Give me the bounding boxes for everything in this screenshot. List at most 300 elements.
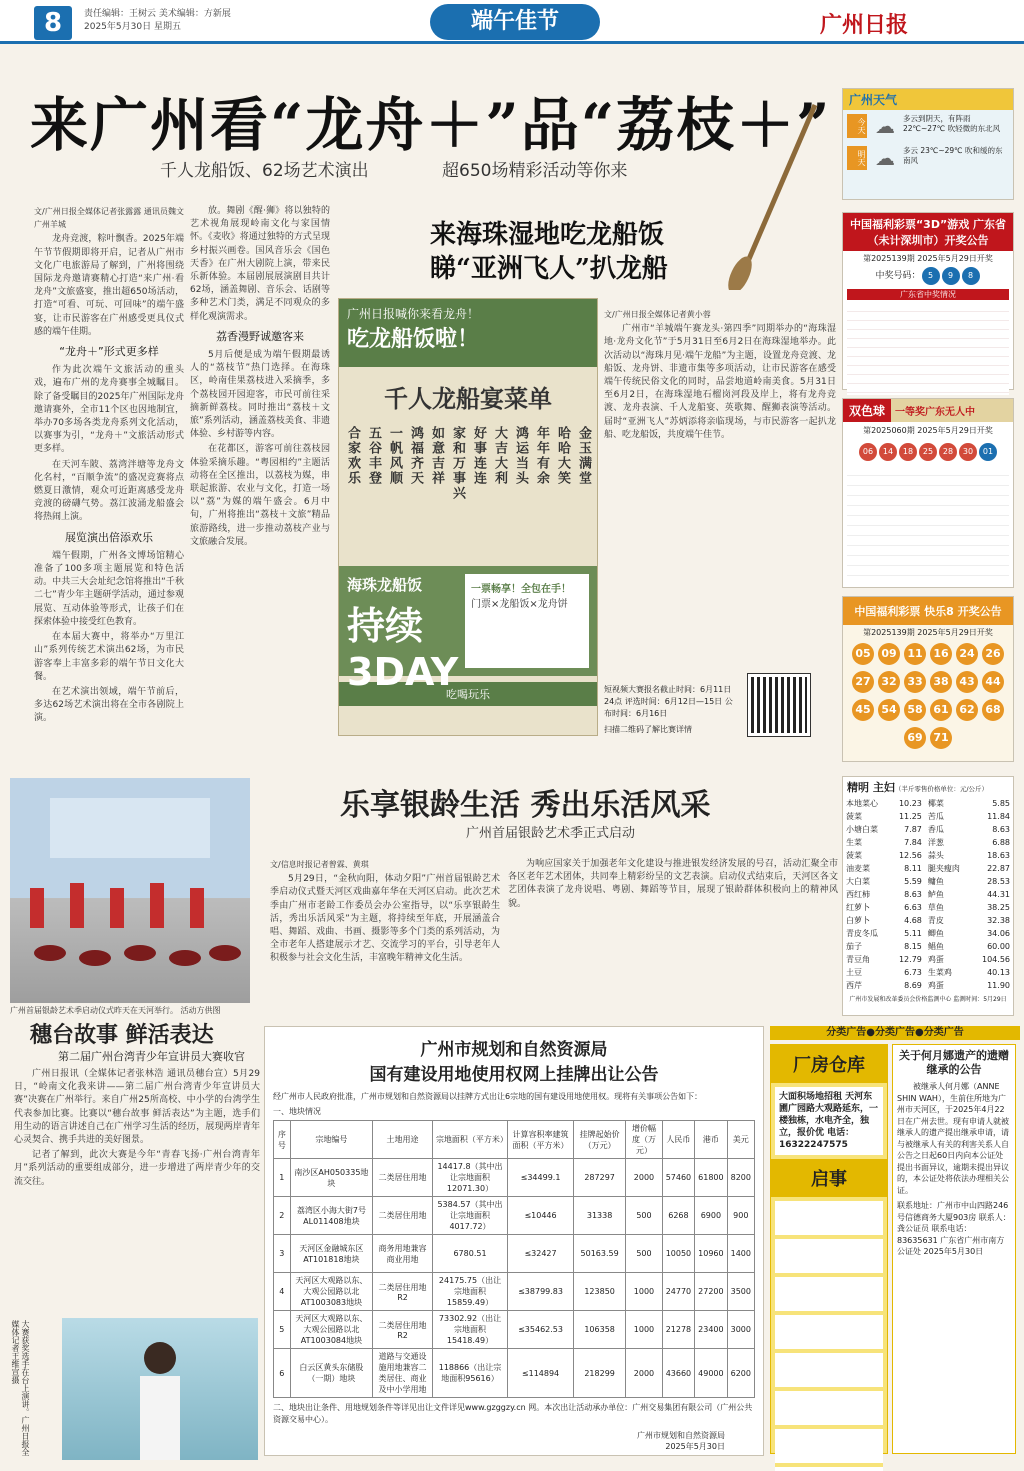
estate-notice-body: 被继承人何月娜（ANNE SHIN WAH），生前住所地为广州市天河区，于2025年4月22日在广州去世。现有申请人就被继承人的遗产提出继承申请，请与被继承人有关的利害关系人自公告之日起60日内向本公证处提出书面异议，逾期未提出异议的，本公证处将依法办理相关公证。 — [897, 1082, 1009, 1195]
kl8-ball: 33 — [904, 671, 926, 693]
menu-dishes — [339, 426, 597, 546]
kl8-ball: 58 — [904, 699, 926, 721]
price-row — [843, 875, 1013, 888]
price-row — [843, 966, 1013, 979]
ticket-left — [347, 574, 459, 694]
price-table — [843, 797, 1013, 992]
performers-graphic — [10, 778, 250, 1003]
ticket-days: 持续3DAY — [347, 604, 459, 694]
drum-performance-photo — [10, 778, 250, 1003]
lead-paragraph: 5月后便是成为端午假期最诱人的“荔枝节”热门选择。在海珠区，岭南佳果荔枝进入采摘季，多个荔枝园开园迎客，市民可前往采摘新鲜荔枝。同时推出“荔枝＋文旅”系列活动，涵盖荔枝美食、非遗体验、乡村游等内容。 — [190, 350, 330, 440]
price-row — [843, 901, 1013, 914]
ssq-red-ball: 06 — [859, 443, 877, 461]
classifieds-banner: 分类广告●分类广告●分类广告 — [770, 1026, 1020, 1040]
lottery-3d-ball: 8 — [962, 267, 980, 285]
notice-intro: 经广州市人民政府批准，广州市规划和自然资源局以挂牌方式出让6宗地的国有建设用地使用权。现将有关事项公告如下： — [273, 1092, 703, 1101]
price-value: 40.13 — [987, 968, 1010, 977]
price-item: 草鱼 — [927, 903, 944, 912]
price-row — [843, 810, 1013, 823]
price-value: 6.63 — [904, 903, 922, 912]
price-item: 小塘白菜 — [846, 825, 878, 834]
price-value: 7.84 — [904, 838, 922, 847]
table-cell: 21278 — [662, 1311, 694, 1349]
price-footer: 广州市发展和改革委员会价格监测中心 监测时间：5月29日 — [849, 996, 1007, 1003]
ssq-header — [843, 399, 1013, 422]
price-value: 38.25 — [987, 903, 1010, 912]
ssq-issue: 第2025060期 2025年5月29日开奖 — [863, 426, 993, 435]
lead-paragraph: 放。舞剧《醒·狮》将以独特的艺术视角展现岭南文化与家国情怀。《麦收》将通过独特的方式呈现乡村振兴画卷。国风音乐会《国色天香》在广州大剧院上演，带来民乐新体验。本届剧展展演剧目共计62场，涵盖舞剧、音乐会、话剧等多种艺术门类，满足不同观众的多样化观演需求。 — [190, 206, 330, 322]
price-item: 菠菜 — [846, 851, 862, 860]
table-cell: 5384.57（其中出让宗地面积4017.72） — [432, 1197, 507, 1235]
oar-illustration — [720, 100, 830, 290]
price-item: 鸡蛋 — [927, 955, 944, 964]
poster-ticket — [339, 566, 597, 694]
table-header-cell: 宗地面积（平方米） — [432, 1121, 507, 1159]
menu-dish: 一帆风顺 — [387, 426, 402, 486]
price-item: 鲈鱼 — [927, 890, 944, 899]
price-item: 鳙鱼 — [927, 877, 944, 886]
lottery-3d-issue: 第2025139期 2025年5月29日开奖 — [863, 254, 993, 263]
poster-footer: 吃喝玩乐 — [339, 682, 597, 706]
today-label: 今天 — [847, 114, 867, 138]
kl8-ball: 68 — [982, 699, 1004, 721]
weather-today — [843, 110, 1013, 142]
price-box — [842, 776, 1014, 1016]
table-cell: 二类居住用地R2 — [373, 1273, 433, 1311]
table-cell: 2 — [274, 1197, 291, 1235]
notice-footer: 二、地块出让条件、用地规划条件等详见出让文件详见www.gzggzy.cn 网。本次出让活动承办单位：广州交易集团有限公司（广州公共资源交易中心）。 — [273, 1403, 753, 1424]
price-title: 精明 主妇 — [847, 781, 895, 794]
haizhu-byline: 文/广州日报全媒体记者黄小蓉 — [604, 310, 711, 319]
table-row — [274, 1197, 755, 1235]
lottery-3d-ball: 9 — [942, 267, 960, 285]
table-cell: ≤114894 — [508, 1349, 574, 1398]
table-cell: 商务用地兼容商业用地 — [373, 1235, 433, 1273]
table-cell: 8200 — [727, 1159, 754, 1197]
editor-meta — [84, 8, 231, 34]
price-item: 西芹 — [846, 981, 862, 990]
lead-byline: 文/广州日报全媒体记者张露露 通讯员魏文广州羊城 — [34, 207, 184, 230]
table-cell: 4 — [274, 1273, 291, 1311]
qr-hint: 扫描二维码了解比赛详情 — [604, 725, 692, 734]
price-item: 苦瓜 — [927, 812, 944, 821]
lead-section-heading: 荔香漫野诚邀客来 — [216, 329, 304, 343]
lead-column-2 — [190, 205, 330, 765]
price-item: 菠菜 — [846, 812, 862, 821]
table-cell: 天河区大观路以东、大观公园路以北AT1003083地块 — [290, 1273, 372, 1311]
kl8-ball: 45 — [852, 699, 874, 721]
table-row — [274, 1273, 755, 1311]
speaker-graphic — [62, 1318, 258, 1460]
poster-header — [339, 299, 597, 367]
table-cell: 500 — [626, 1235, 662, 1273]
kl8-ball: 27 — [852, 671, 874, 693]
table-cell: 57460 — [662, 1159, 694, 1197]
rain-cloud-icon: ☁ — [875, 114, 895, 138]
haizhu-headline-line1: 来海珠湿地吃龙船饭 — [430, 220, 665, 250]
notice-ad-title: 启事 — [771, 1159, 887, 1197]
table-cell: 6268 — [662, 1197, 694, 1235]
lead-paragraph: 在本届大赛中，将举办“万里江山”系列传统艺术演出62场，为市民游客奉上丰富多彩的端午节日文化大餐。 — [34, 632, 184, 682]
lead-column-1 — [34, 205, 184, 765]
price-item: 鸡蛋 — [927, 981, 944, 990]
table-cell: 二类居住用地R2 — [373, 1311, 433, 1349]
haizhu-body: 广州市“羊城端午赛龙头·第四季”同期举办的“海珠湿地·龙舟文化节”于5月31日至6月2日在海珠湿地举办。此次活动以“海珠月见·端午龙船”为主题，设置龙舟竞渡、龙船饭、龙舟饼、非遗市集等多项活动，让市民游客在感受端午传统民俗文化的同时，品尝地道岭南美食。5月31日至6月2日，在海珠湿地石榴岗河段及岸上，将有龙舟竞渡、龙舟表演、千人龙船宴、英歌舞、醒狮表演等活动。届时“亚洲飞人”苏炳添将亲临现场，与市民游客一起扒龙船、吃龙船饭，共度端午佳节。 — [604, 324, 836, 440]
table-cell: 二类居住用地 — [373, 1197, 433, 1235]
kl8-ball: 09 — [878, 643, 900, 665]
lottery-3d-ball: 5 — [922, 267, 940, 285]
haizhu-headline-line2: 睇“亚洲飞人”扒龙船 — [430, 254, 668, 284]
lead-paragraph: 在艺术演出领域，端午节前后，多达62场艺术演出将在全市各剧院上演。 — [34, 686, 184, 724]
table-cell: ≤38799.83 — [508, 1273, 574, 1311]
price-item: 土豆 — [846, 968, 862, 977]
table-cell: 3500 — [727, 1273, 754, 1311]
table-cell: 118866（出让宗地面积95616） — [432, 1349, 507, 1398]
table-cell: 123850 — [573, 1273, 625, 1311]
lead-section-heading: “龙舟＋”形式更多样 — [59, 345, 159, 359]
table-cell: 白云区黄头东储股（一期）地块 — [290, 1349, 372, 1398]
table-cell: 3 — [274, 1235, 291, 1273]
table-cell: 218299 — [573, 1349, 625, 1398]
ssq-numbers — [843, 439, 1013, 462]
kl8-ball: 71 — [930, 727, 952, 749]
price-value: 5.11 — [904, 929, 922, 938]
table-cell: 73302.92（出让宗地面积15418.49） — [432, 1311, 507, 1349]
table-cell: 500 — [626, 1197, 662, 1235]
menu-title: 千人龙船宴菜单 — [384, 384, 552, 413]
kl8-numbers — [843, 640, 1013, 752]
haizhu-article — [604, 308, 836, 668]
table-header-cell: 港币 — [695, 1121, 727, 1159]
price-item: 洋葱 — [927, 838, 944, 847]
lead-paragraph: 端午假期，广州各文博场馆精心准备了100多项主题展览和特色活动。中共三大会址纪念馆将推出“千秋二七”青少年主题研学活动，通过参观展览、互动体验等形式，让孩子们在探索体验中接受红色教育。 — [34, 550, 184, 627]
price-item: 青皮冬瓜 — [846, 929, 878, 938]
kl8-ball: 61 — [930, 699, 952, 721]
notice-ad-list — [775, 1201, 883, 1471]
table-cell: 23400 — [695, 1311, 727, 1349]
kl8-ball: 16 — [930, 643, 952, 665]
notice-title-2: 国有建设用地使用权网上挂牌出让公告 — [369, 1065, 659, 1085]
price-value: 32.38 — [987, 916, 1010, 925]
lead-paragraph: 作为此次端午文旅活动的重头戏，遍布广州的龙舟赛事全城瞩目。除了备受瞩目的2025年广州国际龙舟邀请赛外，全市11个区也因地制宜，举办70多场各类龙舟系列文化活动，以赛事为引，“龙舟＋”文旅活动形式更多样。 — [34, 365, 184, 455]
price-value: 44.31 — [987, 890, 1010, 899]
price-row — [843, 888, 1013, 901]
tomorrow-label: 明天 — [847, 146, 867, 170]
price-item: 青豆角 — [846, 955, 870, 964]
taiwan-subhead: 第二届广州台湾青少年宣讲员大赛收官 — [58, 1050, 245, 1063]
menu-dish: 五谷丰登 — [366, 426, 381, 486]
table-cell: 49000 — [695, 1349, 727, 1398]
table-cell: 1400 — [727, 1235, 754, 1273]
table-cell: 50163.59 — [573, 1235, 625, 1273]
table-cell: 2000 — [626, 1159, 662, 1197]
kl8-ball: 44 — [982, 671, 1004, 693]
ssq-blue-ball: 01 — [979, 443, 997, 461]
price-item: 西红柿 — [846, 890, 870, 899]
table-row — [274, 1235, 755, 1273]
ssq-red-ball: 18 — [899, 443, 917, 461]
ssq-red-ball: 14 — [879, 443, 897, 461]
price-value: 8.11 — [904, 864, 922, 873]
price-value: 18.63 — [987, 851, 1010, 860]
lead-paragraph: 在花都区，游客可前往荔枝园体验采摘乐趣。“粤园相约”主题活动将在全区推出，以荔枝为媒，串联起旅游、农业与文化，打造一场以“荔”为媒的端午盛会。6月中旬，广州将推出“荔枝＋文旅”精品旅游路线，进一步推动荔枝产业与文旅融合发展。 — [190, 444, 330, 547]
price-subtitle: （半斤零售价格单位：元/公斤） — [894, 785, 989, 793]
table-header-cell: 增价幅度（万元） — [626, 1121, 662, 1159]
table-body — [274, 1159, 755, 1398]
kl8-box — [842, 596, 1014, 762]
table-cell: ≤34499.1 — [508, 1159, 574, 1197]
table-header-row — [274, 1121, 755, 1159]
price-value: 7.87 — [904, 825, 922, 834]
contest-deadline: 短视频大赛报名截止时间：6月11日24点 评选时间：6月12日—15日 公布时间：6月16日 — [604, 685, 733, 718]
table-cell: 31338 — [573, 1197, 625, 1235]
price-row — [843, 927, 1013, 940]
table-row — [274, 1159, 755, 1197]
tomorrow-forecast: 多云 23℃~29℃ 吹和缓的东南风 — [903, 146, 1003, 165]
kl8-title: 中国福利彩票 快乐8 开奖公告 — [843, 597, 1013, 625]
silver-byline: 文/信息时报记者曾霖、黄琪 — [270, 860, 369, 869]
price-value: 5.85 — [992, 799, 1010, 808]
ssq-slogan: 一等奖广东无人中 — [891, 399, 1013, 422]
lead-section-heading: 展览演出倍添欢乐 — [65, 530, 153, 544]
poster-title: 吃龙船饭啦！ — [347, 327, 480, 352]
taiwan-photo-caption: 大赛获奖选手在台上演讲。广州日报全媒体记者王维宣摄 — [11, 1320, 30, 1456]
ssq-title: 双色球 — [843, 399, 891, 422]
table-header-cell: 计算容积率建筑面积（平方米） — [508, 1121, 574, 1159]
price-row — [843, 979, 1013, 992]
price-row — [843, 797, 1013, 810]
table-cell: 5 — [274, 1311, 291, 1349]
price-value: 6.88 — [992, 838, 1010, 847]
table-cell: 1000 — [626, 1311, 662, 1349]
land-notice — [264, 1026, 764, 1456]
price-value: 60.00 — [987, 942, 1010, 951]
qr-code[interactable] — [748, 674, 810, 736]
factory-ad: 大面积场地招租 天河东圃广园路大观路延东，一楼独栋，水电齐全，独立，报价优 电话：16322247575 — [775, 1087, 883, 1155]
table-cell: 1000 — [626, 1273, 662, 1311]
price-value: 6.73 — [904, 968, 922, 977]
ssq-red-ball: 30 — [959, 443, 977, 461]
menu-dish: 金玉满堂 — [576, 426, 591, 486]
newspaper-logo: 广州日报 — [820, 12, 909, 38]
table-cell: 天河区金融城东区AT101818地块 — [290, 1235, 372, 1273]
notice-section: 一、地块情况 — [273, 1107, 321, 1116]
kl8-ball: 69 — [904, 727, 926, 749]
menu-dish: 家和万事兴 — [450, 426, 465, 501]
price-item: 油麦菜 — [846, 864, 870, 873]
lead-subhead-1: 千人龙船饭、62场艺术演出 — [160, 161, 369, 181]
table-cell: 10960 — [695, 1235, 727, 1273]
lottery-3d-numbers — [843, 266, 1013, 286]
today-forecast: 多云到阴天，有阵雨 22℃~27℃ 吹轻微的东北风 — [903, 114, 1001, 133]
price-value: 12.56 — [898, 851, 922, 860]
price-item: 大白菜 — [846, 877, 870, 886]
silver-photo-caption: 广州首届银龄艺术季启动仪式昨天在天河举行。 活动方供图 — [10, 1006, 221, 1015]
table-cell: 6 — [274, 1349, 291, 1398]
table-cell: 43660 — [662, 1349, 694, 1398]
column-title: 端午佳节 — [430, 4, 600, 40]
price-value: 28.53 — [987, 877, 1010, 886]
price-value: 8.15 — [904, 942, 922, 951]
haizhu-headline — [430, 218, 668, 286]
lead-subhead-2: 超650场精彩活动等你来 — [442, 161, 628, 181]
kl8-ball: 62 — [956, 699, 978, 721]
silver-article-col2 — [508, 858, 838, 1018]
table-header-cell: 美元 — [727, 1121, 754, 1159]
ssq-red-ball: 25 — [919, 443, 937, 461]
ssq-table — [847, 466, 1009, 576]
kl8-ball: 38 — [930, 671, 952, 693]
land-parcel-table — [273, 1120, 755, 1398]
weather-title: 广州天气 — [843, 89, 1013, 110]
price-item: 椰菜 — [927, 799, 944, 808]
menu-dish: 年年有余 — [534, 426, 549, 486]
price-row — [843, 940, 1013, 953]
ssq-box — [842, 398, 1014, 588]
estate-notice-title: 关于何月娜遗产的遗赠继承的公告 — [899, 1049, 1009, 1076]
kl8-issue: 第2025139期 2025年5月29日开奖 — [863, 628, 993, 637]
price-value: 4.68 — [904, 916, 922, 925]
price-value: 11.25 — [898, 812, 922, 821]
price-item: 白萝卜 — [846, 916, 870, 925]
price-value: 34.06 — [987, 929, 1010, 938]
price-value: 8.63 — [992, 825, 1010, 834]
lottery-3d-table — [847, 303, 1009, 395]
kl8-ball: 43 — [956, 671, 978, 693]
table-cell: 6200 — [727, 1349, 754, 1398]
silver-headline: 乐享银龄生活 秀出乐活风采 — [340, 788, 711, 823]
price-value: 5.59 — [904, 877, 922, 886]
estate-notice-contact: 联系地址：广州市中山四路246号信德商务大厦903房 联系人：龚公证员 联系电话：83635631 广东省广州市南方公证处 2025年5月30日 — [897, 1201, 1011, 1256]
silver-body2: 为响应国家关于加强老年文化建设与推进银发经济发展的号召，活动汇聚全市各区老年艺术团体，共同奉上精彩纷呈的文艺表演。启动仪式结束后，天河区各文艺团体表演了龙舟说唱、粤剧、舞蹈等节目，展现了银龄群体积极向上的精神风貌。 — [508, 859, 838, 909]
menu-dish: 合家欢乐 — [345, 426, 360, 486]
kl8-ball: 24 — [956, 643, 978, 665]
weather-box — [842, 88, 1014, 200]
price-item: 蒜头 — [927, 851, 944, 860]
table-cell: 900 — [727, 1197, 754, 1235]
lottery-3d-table-title: 广东省中奖情况 — [847, 289, 1009, 300]
menu-dish: 哈哈大笑 — [555, 426, 570, 486]
kl8-ball: 26 — [982, 643, 1004, 665]
table-cell: ≤35462.53 — [508, 1311, 574, 1349]
price-value: 104.56 — [982, 955, 1010, 964]
table-header-cell: 人民币 — [662, 1121, 694, 1159]
table-cell: 14417.8（其中出让宗地面积12071.30） — [432, 1159, 507, 1197]
ticket-right — [465, 574, 589, 668]
taiwan-body2: 记者了解到，此次大赛是今年“青春飞扬·广州台湾青年月”系列活动的重要组成部分，进一步增进了两岸青少年的交流交往。 — [14, 1150, 260, 1187]
menu-dish: 鸿福齐天 — [408, 426, 423, 486]
dragon-meal-poster — [338, 298, 598, 736]
menu-dish: 好事连连 — [471, 426, 486, 486]
price-value: 8.63 — [904, 890, 922, 899]
table-cell: ≤32427 — [508, 1235, 574, 1273]
table-cell: 287297 — [573, 1159, 625, 1197]
price-value: 8.69 — [904, 981, 922, 990]
price-value: 12.79 — [898, 955, 922, 964]
meta-date: 2025年5月30日 星期五 — [84, 22, 181, 32]
kl8-ball: 54 — [878, 699, 900, 721]
kl8-ball: 05 — [852, 643, 874, 665]
price-row — [843, 849, 1013, 862]
price-value: 22.87 — [987, 864, 1010, 873]
ticket-banner: 海珠龙船饭 — [347, 576, 423, 594]
ticket-text: 一票畅享！全包在手！ — [471, 584, 571, 595]
price-row — [843, 862, 1013, 875]
silver-body: 5月29日，“金秋向阳，体动夕阳”广州首届银龄艺术季启动仪式暨天河区戏曲嘉年华在天河区启动。此次艺术季由广州市老龄工作委员会办公室指导，以“乐享银龄生活，秀出乐活风采”为主题，将持续至年底，开展涵盖合唱、舞蹈、戏曲、书画、摄影等多个门类的系列活动，为全市老年人搭建展示才艺、交流学习的平台，引导老年人积极参与社会文化生活，丰富晚年精神文化生活。 — [270, 874, 500, 964]
table-cell: 6780.51 — [432, 1235, 507, 1273]
taiwan-headline: 穗台故事 鲜活表达 — [30, 1022, 214, 1048]
table-cell: 106358 — [573, 1311, 625, 1349]
estate-notice — [892, 1044, 1016, 1454]
kl8-ball: 32 — [878, 671, 900, 693]
table-row — [274, 1349, 755, 1398]
menu-dish: 鸿运当头 — [513, 426, 528, 486]
table-header-cell: 序号 — [274, 1121, 291, 1159]
price-row — [843, 953, 1013, 966]
page-header — [0, 0, 1024, 44]
menu-dish: 大吉大利 — [492, 426, 507, 486]
classifieds-left — [770, 1044, 888, 1454]
table-cell: 3000 — [727, 1311, 754, 1349]
lottery-3d-box — [842, 212, 1014, 390]
table-cell: 2000 — [626, 1349, 662, 1398]
table-cell: 荔湾区小海大街7号AL011408地块 — [290, 1197, 372, 1235]
price-value: 10.23 — [898, 799, 922, 808]
lead-paragraph: 龙舟竞渡，粽叶飘香。2025年端午节节假期即将开启，记者从广州市文化广电旅游局了解到，广州将围绕国际龙舟邀请赛精心打造“来广州·看龙舟”文旅盛宴，推出超650场活动，打造“可看、可玩、可回味”的端午盛宴，让市民游客在广州感受更具仪式感的端午佳期。 — [34, 234, 184, 337]
table-cell: 61800 — [695, 1159, 727, 1197]
taiwan-article — [14, 1068, 260, 1308]
ticket-sub: 门票×龙船饭×龙舟饼 — [471, 599, 568, 610]
table-header-cell: 宗地编号 — [290, 1121, 372, 1159]
lottery-3d-label: 中奖号码： — [875, 271, 921, 281]
price-value: 11.90 — [987, 981, 1010, 990]
price-row — [843, 823, 1013, 836]
table-cell: ≤10446 — [508, 1197, 574, 1235]
price-row — [843, 836, 1013, 849]
table-cell: 10050 — [662, 1235, 694, 1273]
price-item: 香瓜 — [927, 825, 944, 834]
table-cell: 27200 — [695, 1273, 727, 1311]
cloud-icon: ☁ — [875, 146, 895, 170]
weather-tomorrow — [843, 142, 1013, 174]
table-cell: 1 — [274, 1159, 291, 1197]
page-number: 8 — [34, 6, 72, 40]
table-row — [274, 1311, 755, 1349]
notice-title-1: 广州市规划和自然资源局 — [420, 1040, 608, 1060]
price-item: 茄子 — [846, 942, 862, 951]
lead-paragraph: 在天河车陂、荔湾泮塘等龙舟文化名村，“百顺争流”的盛况竞赛将点燃夏日激情，观众可近距离感受龙舟竞渡的磅礴气势。荔江波涌龙船盛会将热闹上演。 — [34, 459, 184, 523]
table-cell: 道路与交通设施用地兼容二类居住、商业及中小学用地 — [373, 1349, 433, 1398]
meta-editors: 责任编辑：王树云 美术编辑：方新展 — [84, 9, 231, 19]
lottery-3d-title: 中国福利彩票“3D”游戏 广东省（未计深圳市）开奖公告 — [843, 213, 1013, 251]
table-cell: 6900 — [695, 1197, 727, 1235]
ssq-red-ball: 28 — [939, 443, 957, 461]
notice-signature — [273, 1430, 755, 1452]
silver-subhead: 广州首届银龄艺术季正式启动 — [466, 826, 636, 841]
poster-top-text: 广州日报喊你来看龙舟！ — [347, 307, 480, 321]
table-cell: 二类居住用地 — [373, 1159, 433, 1197]
table-cell: 24770 — [662, 1273, 694, 1311]
notice-sign-org: 广州市规划和自然资源局 — [637, 1431, 725, 1440]
table-header-cell: 挂牌起始价（万元） — [573, 1121, 625, 1159]
menu-dish: 如意吉祥 — [429, 426, 444, 486]
price-item: 鲫鱼 — [927, 929, 944, 938]
kl8-ball: 11 — [904, 643, 926, 665]
table-cell: 24175.75（出让宗地面积15859.49） — [432, 1273, 507, 1311]
notice-sign-date: 2025年5月30日 — [665, 1442, 725, 1451]
speaker-photo — [62, 1318, 258, 1460]
factory-ad-title: 厂房仓库 — [771, 1045, 887, 1083]
